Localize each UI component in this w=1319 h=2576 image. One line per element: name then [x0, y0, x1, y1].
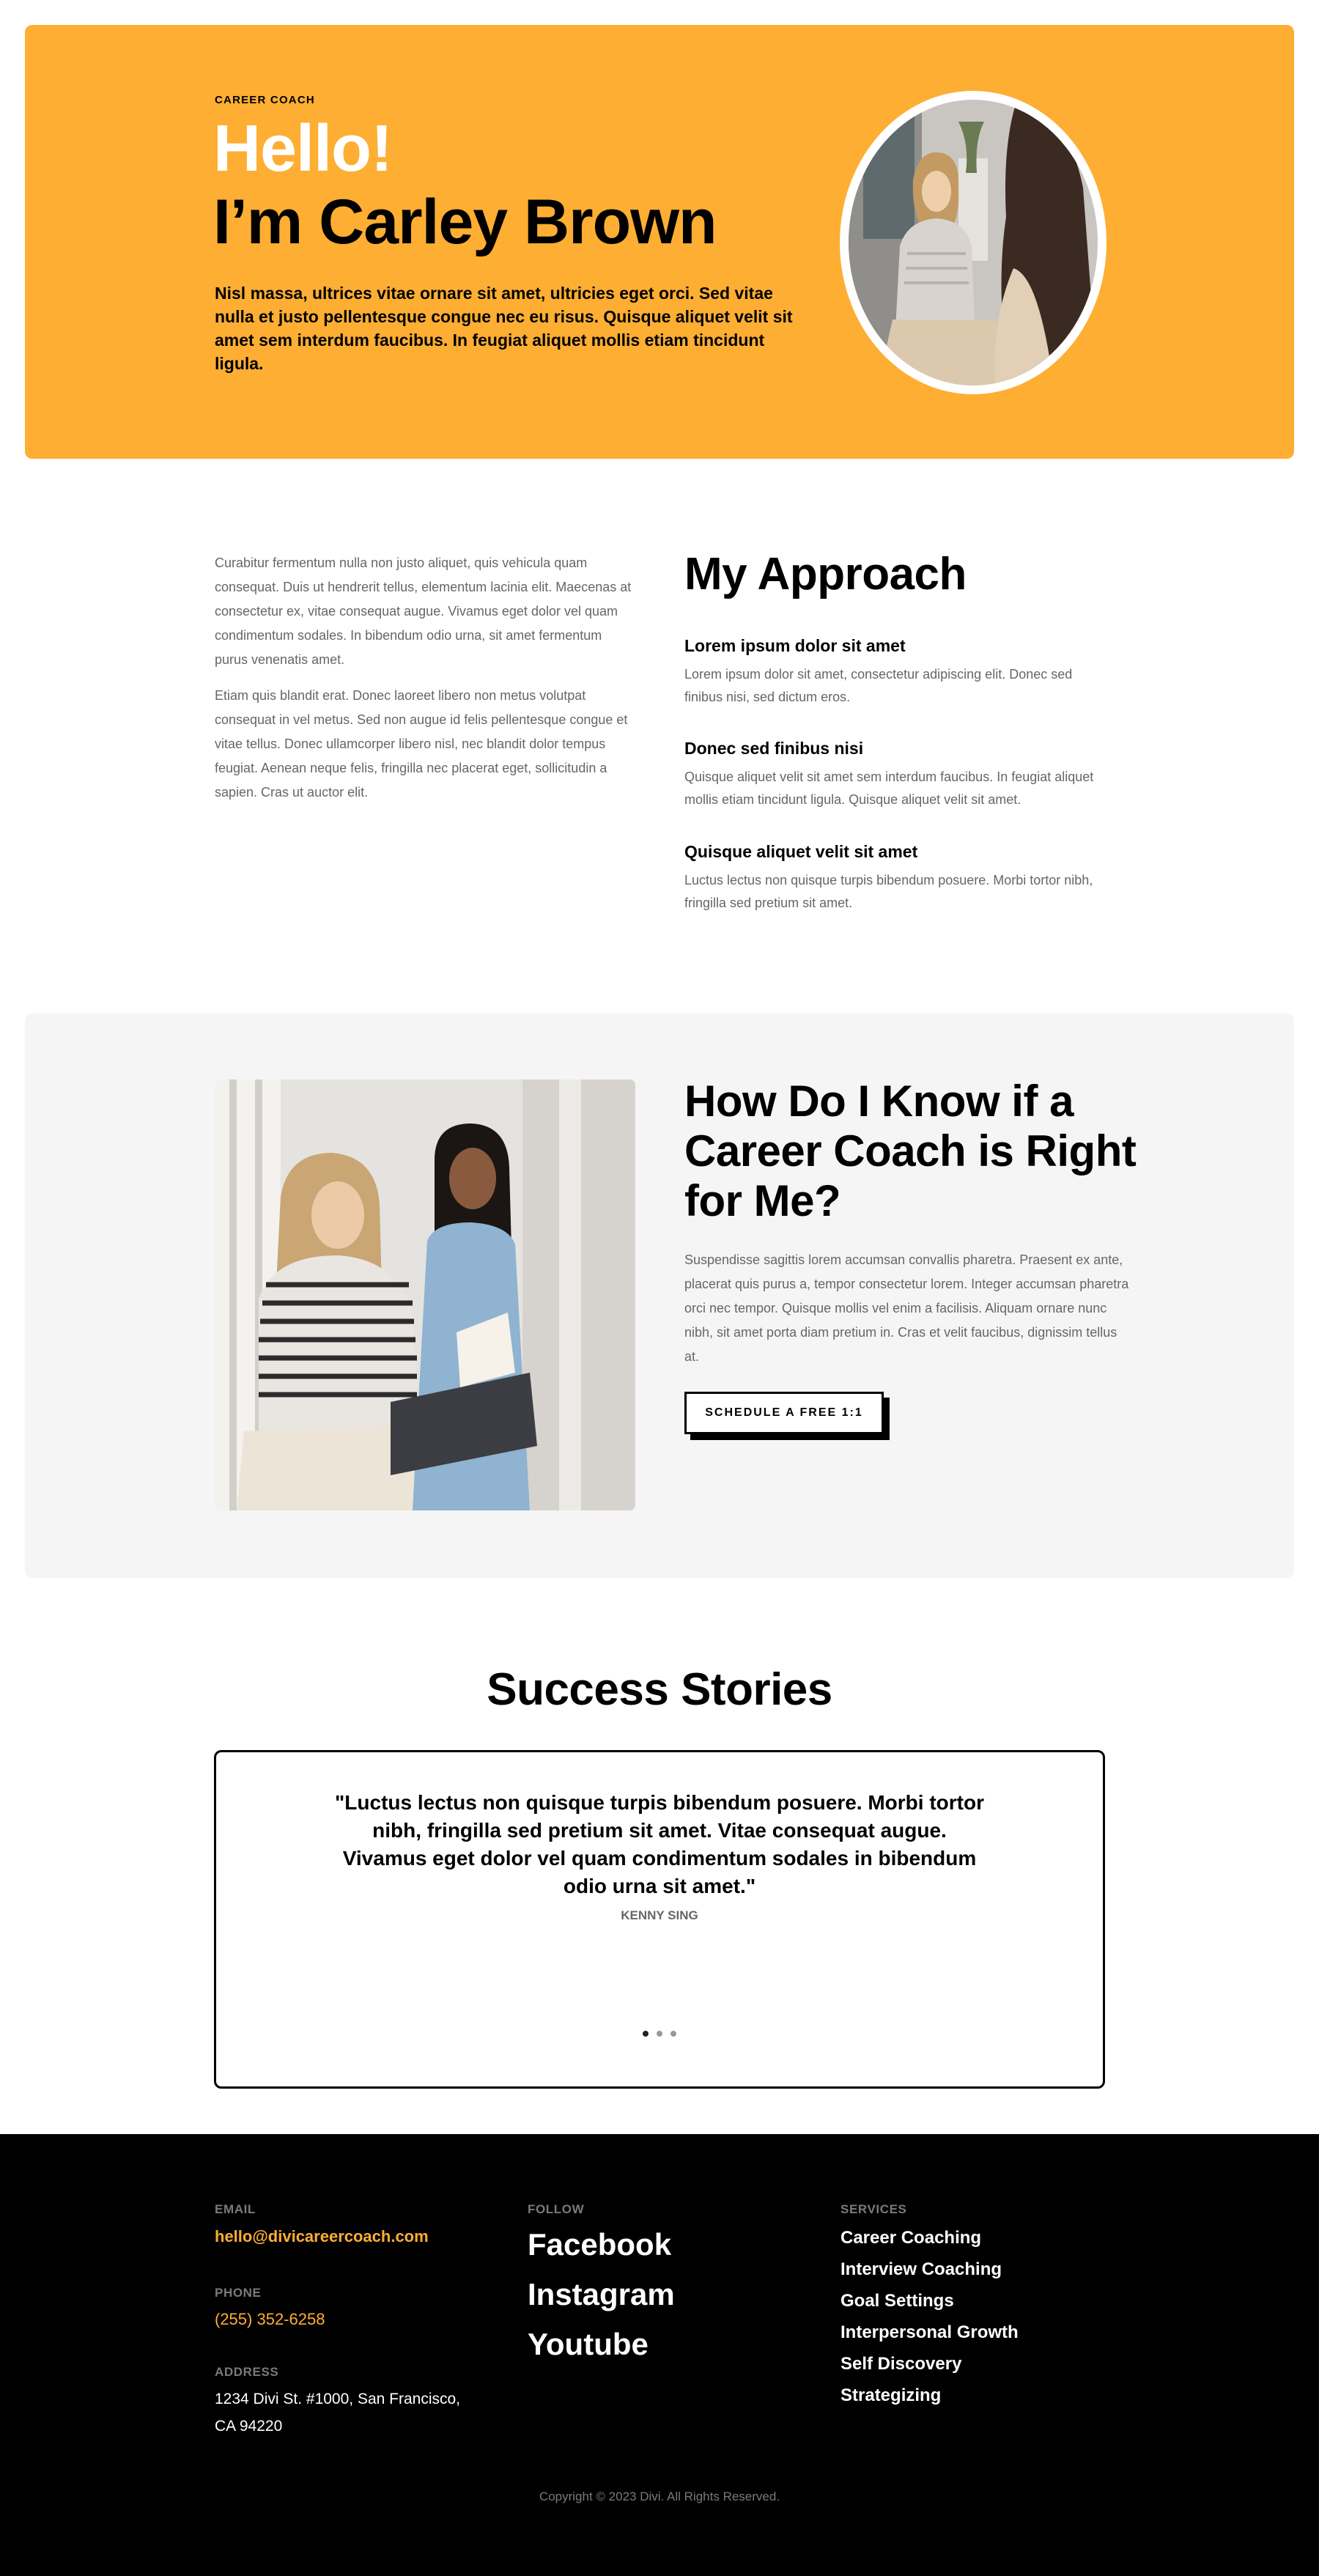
coach-section-title: How Do I Know if a Career Coach is Right for Me?	[684, 1077, 1137, 1225]
approach-paragraph: Curabitur fermentum nulla non justo aliquet, quis vehicula quam consequat. Duis ut hendrerit tellus, elementum lacinia elit. Maecenas at consectetur ex, vitae consequat augue. Vivamus eget dolor vel quam condimentum sodales. In bibendum odio urna, sit amet fermentum purus venenatis amet.	[215, 556, 632, 667]
service-link-career-coaching[interactable]: Career Coaching	[840, 2228, 982, 2248]
service-link-self-discovery[interactable]: Self Discovery	[840, 2354, 962, 2374]
coach-section	[25, 1014, 1294, 1578]
footer-address-line: 1234 Divi St. #1000, San Francisco,	[215, 2391, 461, 2407]
service-link-interview-coaching[interactable]: Interview Coaching	[840, 2259, 1002, 2279]
approach-body	[215, 551, 636, 816]
copyright-text: Copyright © 2023 Divi. All Rights Reserved.	[539, 2490, 780, 2503]
hero-section	[25, 25, 1294, 459]
service-link-strategizing[interactable]: Strategizing	[840, 2385, 942, 2405]
hero-portrait-image	[849, 100, 1098, 385]
facebook-link[interactable]: Facebook	[528, 2227, 672, 2262]
hero-intro: Nisl massa, ultrices vitae ornare sit amet, ultricies eget orci. Sed vitae nulla et justo pellentesque congue nec eu risus. Quisque aliquet velit sit amet sem interdum faucibus. In feugiat aliquet mollis etiam tincidunt ligula.	[215, 284, 793, 373]
slider-dot-2[interactable]	[657, 2031, 662, 2037]
testimonial-quote: "Luctus lectus non quisque turpis bibendum posuere. Morbi tortor nibh, fringilla sed pretium sit amet. Vitae consequat augue. Vivamus eget dolor vel quam condimentum sodales in bibendum odio urna sit amet."	[335, 1791, 984, 1897]
hero-portrait-frame	[840, 91, 1106, 394]
footer-address-label: ADDRESS	[215, 2365, 279, 2379]
footer	[0, 2134, 1319, 2576]
coach-section-image	[215, 1080, 635, 1510]
hero-eyebrow: CAREER COACH	[215, 94, 315, 106]
service-link-goal-settings[interactable]: Goal Settings	[840, 2291, 954, 2311]
slider-dot-3[interactable]	[670, 2031, 676, 2037]
coach-section-text: Suspendisse sagittis lorem accumsan convallis pharetra. Praesent ex ante, placerat quis purus a, tempor consectetur lorem. Integer accumsan pharetra orci nec tempor. Quisque mollis vel enim a facilisis. Aliquam ornare nunc nibh, sit amet porta diam pretium in. Cras et velit faucibus, dignissim tellus at.	[684, 1252, 1129, 1364]
approach-item	[684, 739, 1109, 811]
testimonial-author: KENNY SING	[621, 1908, 698, 1922]
hero-name: I’m Carley Brown	[213, 187, 717, 257]
approach-item-heading: Donec sed finibus nisi	[684, 739, 864, 758]
footer-email-link[interactable]: hello@divicareercoach.com	[215, 2227, 429, 2245]
footer-services-label: SERVICES	[840, 2202, 907, 2216]
approach-item-text: Quisque aliquet velit sit amet sem interdum faucibus. In feugiat aliquet mollis etiam tincidunt ligula. Quisque aliquet velit sit amet.	[684, 770, 1094, 807]
instagram-link[interactable]: Instagram	[528, 2277, 675, 2311]
youtube-link[interactable]: Youtube	[528, 2327, 649, 2361]
testimonial-slider	[214, 1750, 1105, 2089]
success-stories-title: Success Stories	[487, 1664, 832, 1715]
approach-paragraph: Etiam quis blandit erat. Donec laoreet libero non metus volutpat consequat in vel metus. Sed non augue id felis pellentesque congue et vitae tellus. Donec ullamcorper libero nisl, nec blandit dolor tempus feugiat. Aenean neque felis, fringilla nec placerat eget, sollicitudin a sapien. Cras ut auctor elit.	[215, 688, 628, 800]
approach-item-heading: Quisque aliquet velit sit amet	[684, 842, 918, 861]
approach-item	[684, 636, 1109, 709]
approach-title: My Approach	[684, 549, 967, 599]
slider-pagination	[216, 2031, 1103, 2037]
approach-item-text: Lorem ipsum dolor sit amet, consectetur adipiscing elit. Donec sed finibus nisi, sed dictum eros.	[684, 667, 1073, 704]
approach-item	[684, 842, 1109, 915]
footer-follow-label: FOLLOW	[528, 2202, 585, 2216]
footer-phone-link[interactable]: (255) 352-6258	[215, 2310, 325, 2328]
approach-item-text: Luctus lectus non quisque turpis bibendum posuere. Morbi tortor nibh, fringilla sed pretium sit amet.	[684, 873, 1093, 910]
service-link-interpersonal-growth[interactable]: Interpersonal Growth	[840, 2322, 1019, 2342]
footer-address-line: CA 94220	[215, 2418, 283, 2435]
footer-phone-label: PHONE	[215, 2286, 262, 2300]
footer-address	[215, 2385, 460, 2440]
schedule-free-session-button[interactable]: SCHEDULE A FREE 1:1	[684, 1392, 884, 1434]
hero-greeting: Hello!	[213, 112, 393, 185]
footer-email-label: EMAIL	[215, 2202, 256, 2216]
slider-dot-1[interactable]	[643, 2031, 649, 2037]
approach-item-heading: Lorem ipsum dolor sit amet	[684, 636, 906, 655]
